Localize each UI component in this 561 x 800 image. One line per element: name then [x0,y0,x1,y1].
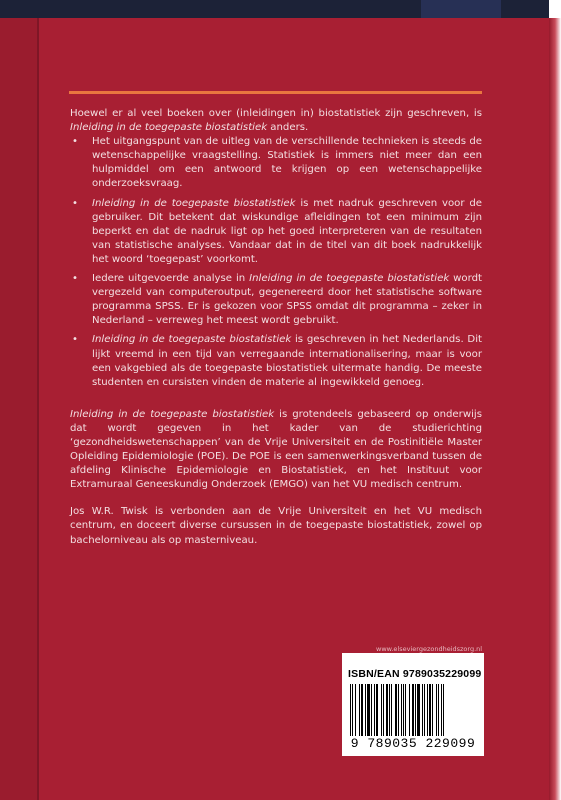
about-paragraph [70,408,482,493]
list-item-text: wordt vergezeld van computeroutput, gegenereerd door het statistische software programma SPSS. Er is gekozen voor SPSS omdat dit programma – zeker in Nederland – verreweg het meest wordt gebruikt. [92,273,483,327]
list-item-text: Het uitgangspunt van de uitleg van de verschillende technieken is steeds de wetenschappelijke vraagstelling. Statistiek is immers niet meer dan een hulpmiddel om een antwoord te krijgen op een wetenschappelijke onderzoeksvraag. [92,136,482,190]
accent-rule [69,91,482,94]
hinge-line [37,18,39,800]
barcode-digits: 9 789035 229099 [350,736,476,751]
feature-list [70,135,482,390]
intro-text: Hoewel er al veel boeken over (inleidingen in) biostatistiek zijn geschreven, is [70,108,482,119]
author-paragraph: Jos W.R. Twisk is verbonden aan de Vrije Universiteit en het VU medisch centrum, en doceert diverse cursussen in de toegepaste biostatistiek, zowel op bachelorniveau als op masterniveau. [70,506,482,546]
list-item-title: Inleiding in de toegepaste biostatistiek [249,273,450,285]
list-item-lead: Iedere uitgevoerde analyse in [92,273,250,285]
list-item [70,197,482,267]
isbn-text: ISBN/EAN 9789035229099 [348,668,482,680]
list-item-title: Inleiding in de toegepaste biostatistiek [92,197,296,209]
spine-hinge [0,18,38,800]
blurb [70,107,482,548]
list-item [70,135,482,191]
page-edge [549,0,561,18]
list-item-title: Inleiding in de toegepaste biostatistiek [92,334,292,346]
barcode-icon [350,684,476,736]
list-item [70,333,482,389]
intro-paragraph [70,107,482,135]
list-item-text: is met nadruk geschreven voor de gebruiker. Dit betekent dat wiskundige afleidingen tot een minimum zijn beperkt en dat de nadruk ligt op het goed interpreteren van de resultaten van statistische analyses. Vandaar dat in de titel van dit boek nadrukkelijk het woord ‘toegepast’ voorkomt. [92,197,482,265]
intro-book-title: Inleiding in de toegepaste biostatistiek [70,122,268,134]
list-item-text: is geschreven in het Nederlands. Dit lijkt vreemd in een tijd van verregaande internationalisering, maar is voor een vakgebied als de toegepaste biostatistiek uitermate handig. De meeste studenten en cursisten vinden de materie al ingewikkeld genoeg. [92,334,482,388]
cover-right-edge [549,18,561,800]
about-book-title: Inleiding in de toegepaste biostatistiek [70,408,275,420]
intro-text-end: anders. [267,122,309,134]
top-band-accent [421,0,501,18]
list-item [70,272,482,328]
publisher-website: www.elseviergezondheidszorg.nl [376,645,483,653]
barcode-label [342,653,484,756]
about-text: is grotendeels gebaseerd op onderwijs dat wordt gegeven in het kader van de studierichting ‘gezondheidswetenschappen’ van de Vrije Universiteit en de Postinitiële Master Opleiding Epidemiologie (POE). De POE is een samenwerkingsverband tussen de afdeling Klinische Epidemiologie en Biostatistiek, en het Instituut voor Extramuraal Geneeskundig Onderzoek (EMGO) van het VU medisch centrum. [70,408,483,491]
